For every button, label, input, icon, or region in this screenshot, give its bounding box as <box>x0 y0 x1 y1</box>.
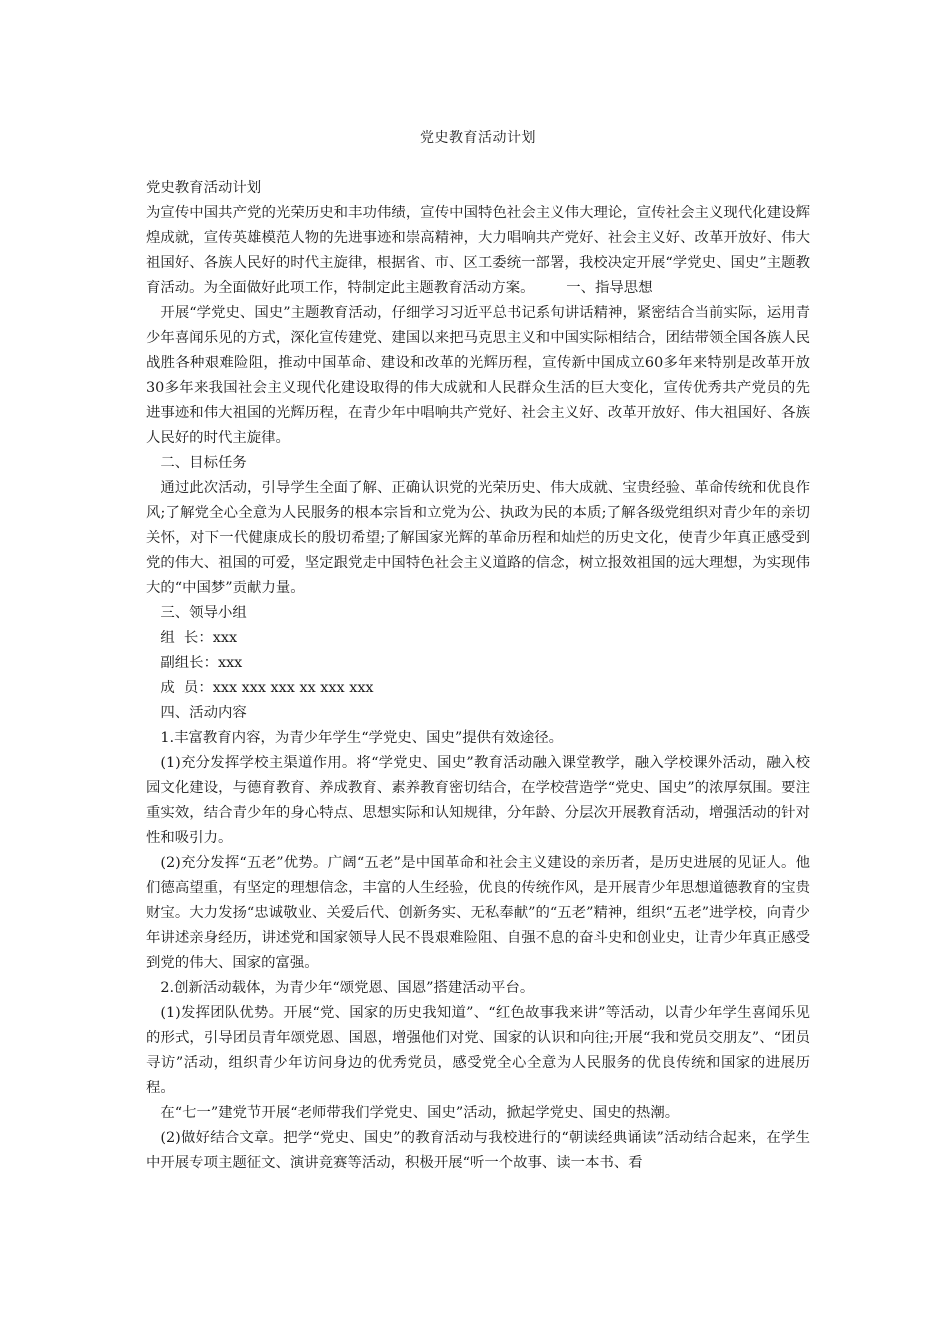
section2-heading: 二、目标任务 <box>160 455 247 471</box>
intro-text: 为宣传中国共产党的光荣历史和丰功伟绩，宣传中国特色社会主义伟大理论，宣传社会主义现代化建设辉煌成就，宣传英雄模范人物的先进事迹和崇高精神，大力唱响共产党好、社会主义好、改革开放好、伟大祖国好、各族人民好的时代主旋律，根据省、市、区工委统一部署，我校决定开展“学党史、国史”主题教育活动。为全面做好此项工作，特制定此主题教育活动方案。 <box>146 205 810 296</box>
page-title: 党史教育活动计划 <box>420 130 536 146</box>
document-body <box>146 176 810 1176</box>
deputy-line: 副组长：xxx <box>160 655 243 671</box>
item2-1-paragraph: (1)发挥团队优势。开展“党、国家的历史我知道”、“红色故事我来讲”等活动，以青少年学生喜闻乐见的形式，引导团员青年颂党恩、国恩，增强他们对党、国家的认识和向往;开展“我和党员交朋友”、“团员寻访”活动，组织青少年访问身边的优秀党员，感受党全心全意为人民服务的优良传统和国家的进展历程。 <box>146 1005 810 1096</box>
item1-2-paragraph: (2)充分发挥“五老”优势。广阔“五老”是中国革命和社会主义建设的亲历者，是历史进展的见证人。他们德高望重，有坚定的理想信念，丰富的人生经验，优良的传统作风，是开展青少年思想道德教育的宝贵财宝。大力发扬“忠诚敬业、关爱后代、创新务实、无私奉献”的“五老”精神，组织“五老”进学校，向青少年讲述亲身经历，讲述党和国家领导人民不畏艰难险阻、自强不息的奋斗史和创业史，让青少年真正感受到党的伟大、国家的富强。 <box>146 855 810 971</box>
document-heading: 党史教育活动计划 <box>146 180 262 196</box>
item2-1b-paragraph: 在“七一”建党节开展“老师带我们学党史、国史”活动，掀起学党史、国史的热潮。 <box>160 1105 680 1121</box>
item2-2-paragraph: (2)做好结合文章。把学“党史、国史”的教育活动与我校进行的“朝读经典诵读”活动结合起来，在学生中开展专项主题征文、演讲竞赛等活动，积极开展“听一个故事、读一本书、看 <box>146 1130 810 1171</box>
item2-paragraph: 2.创新活动载体，为青少年“颂党恩、国恩”搭建活动平台。 <box>160 980 535 996</box>
item1-paragraph: 1.丰富教育内容，为青少年学生“学党史、国史”提供有效途径。 <box>160 730 563 746</box>
section3-heading: 三、领导小组 <box>160 605 247 621</box>
leader-line: 组 长：xxx <box>160 630 238 646</box>
intro-paragraph <box>146 201 810 301</box>
section4-heading: 四、活动内容 <box>160 705 247 721</box>
section1-paragraph: 开展“学党史、国史”主题教育活动，仔细学习习近平总书记系旬讲话精神，紧密结合当前实际，运用青少年喜闻乐见的方式，深化宣传建党、建国以来把马克思主义和中国实际相结合，团结带领全国各族人民战胜各种艰难险阻，推动中国革命、建设和改革的光辉历程，宣传新中国成立60多年来特别是改革开放30多年来我国社会主义现代化建设取得的伟大成就和人民群众生活的巨大变化，宣传优秀共产党员的先进事迹和伟大祖国的光辉历程，在青少年中唱响共产党好、社会主义好、改革开放好、伟大祖国好、各族人民好的时代主旋律。 <box>146 305 810 446</box>
section2-paragraph: 通过此次活动，引导学生全面了解、正确认识党的光荣历史、伟大成就、宝贵经验、革命传统和优良作风;了解党全心全意为人民服务的根本宗旨和立党为公、执政为民的本质;了解各级党组织对青少年的亲切关怀，对下一代健康成长的殷切希望;了解国家光辉的革命历程和灿烂的历史文化，使青少年真正感受到党的伟大、祖国的可爱，坚定跟党走中国特色社会主义道路的信念，树立报效祖国的远大理想，为实现伟大的“中国梦”贡献力量。 <box>146 480 810 596</box>
item1-1-paragraph: (1)充分发挥学校主渠道作用。将“学党史、国史”教育活动融入课堂教学，融入学校课外活动，融入校园文化建设，与德育教育、养成教育、素养教育密切结合，在学校营造学“党史、国史”的浓厚氛围。要注重实效，结合青少年的身心特点、思想实际和认知规律，分年龄、分层次开展教育活动，增强活动的针对性和吸引力。 <box>146 755 810 846</box>
members-line: 成 员：xxx xxx xxx xx xxx xxx <box>160 680 374 696</box>
section1-heading: 一、指导思想 <box>566 280 653 296</box>
